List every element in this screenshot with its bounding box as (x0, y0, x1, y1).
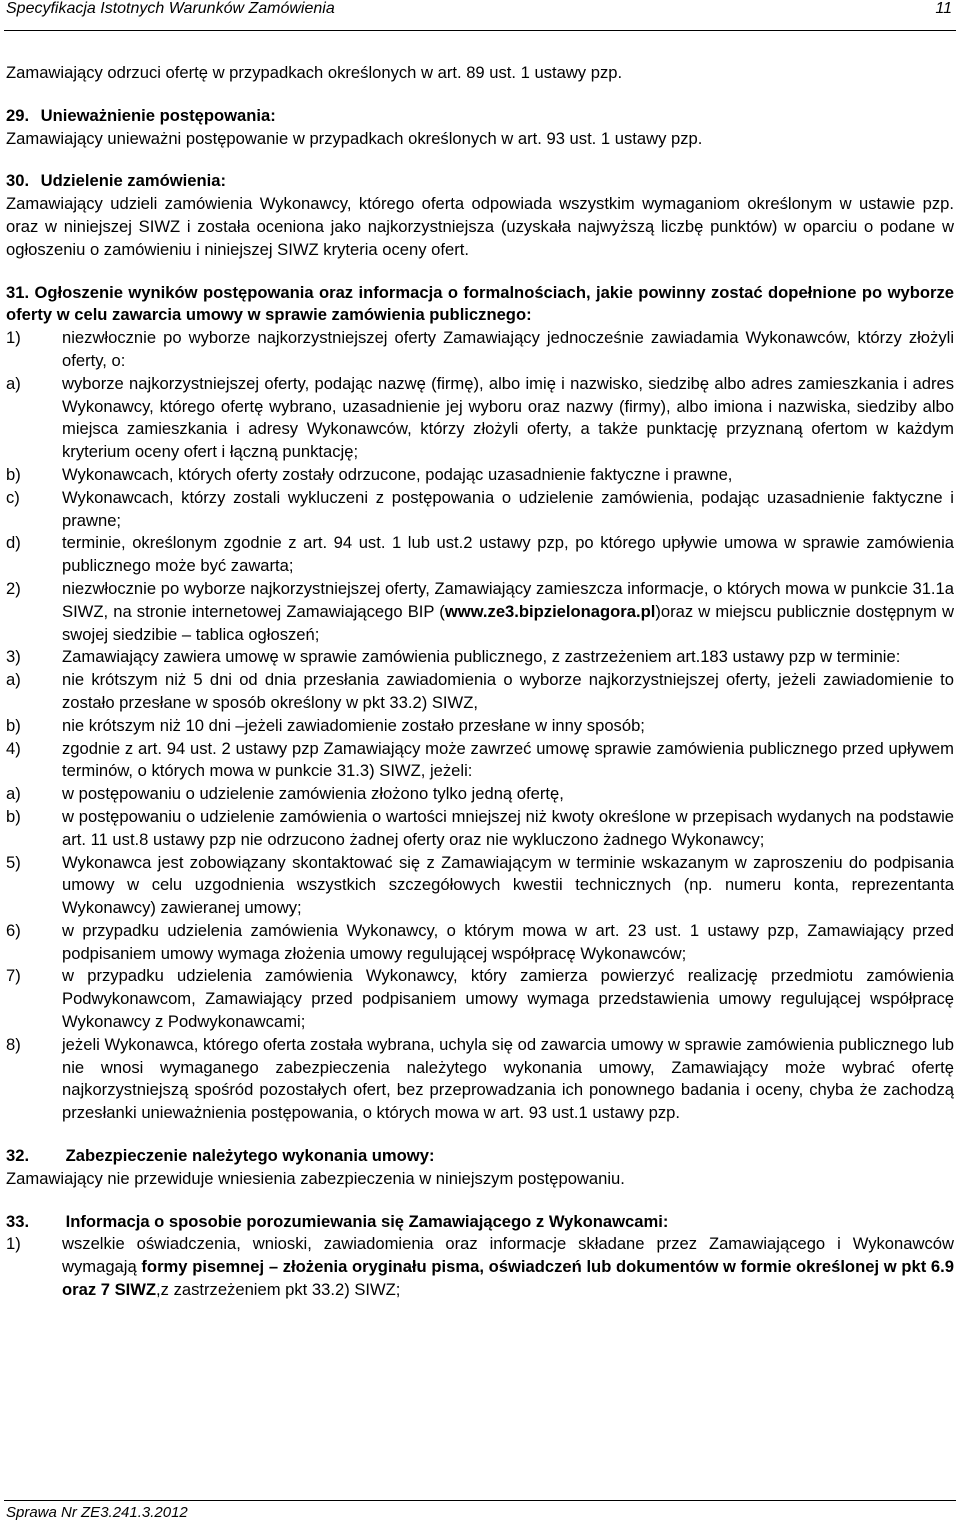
list-item: 1) wszelkie oświadczenia, wnioski, zawiadomienia oraz informacje składane przez Zamawiającego i Wykonawców wymagają formy pisemnej – złożenia oryginału pisma, oświadczeń lub dokumentów w formie określonej w pkt 6.9 oraz 7 SIWZ,z zastrzeżeniem pkt 33.2) SIWZ; (6, 1234, 954, 1300)
section-33-heading: 33. Informacja o sposobie porozumiewania się Zamawiającego z Wykonawcami: (6, 1211, 669, 1231)
bip-link[interactable]: www.ze3.bipzielonagora.pl (444, 601, 656, 621)
list-item: 1) niezwłocznie po wyborze najkorzystniejszej oferty Zamawiający jednocześnie zawiadamia Wykonawców, którzy złożyli oferty, o: (6, 328, 954, 370)
list-item: 3) Zamawiający zawiera umowę w sprawie zamówienia publicznego, z zastrzeżeniem art.183 ustawy pzp w terminie: (6, 647, 901, 667)
list-item: a) wyborze najkorzystniejszej oferty, podając nazwę (firmę), albo imię i nazwisko, siedzibę albo adres zamieszkania i adres Wykonawcy, którego ofertę wybrano, uzasadnienie jej wyboru oraz nazwy (firmy), albo imiona i nazwiska, siedziby albo miejsca zamieszkania i adresy Wykonawców, którzy złożyli oferty, a także punktację przyznaną ofertom w każdym kryterium oceny ofert i łączną punktację; (6, 373, 954, 462)
section-32-text: Zamawiający nie przewiduje wniesienia zabezpieczenia w niniejszym postępowaniu. (6, 1168, 625, 1188)
intro-paragraph: Zamawiający odrzuci ofertę w przypadkach określonych w art. 89 ust. 1 ustawy pzp. (6, 63, 623, 82)
page-footer (4, 1500, 956, 1521)
list-item: 6) w przypadku udzielenia zamówienia Wykonawcy, o którym mowa w art. 23 ust. 1 ustawy pzp, Zamawiający przed podpisaniem umowy wymaga złożenia umowy regulującej współpracę Wykonawców; (6, 920, 954, 963)
list-item: 7) w przypadku udzielenia zamówienia Wykonawcy, który zamierza powierzyć realizację przedmiotu zamówienia Podwykonawcom, Zamawiający przed podpisaniem umowy wymaga przedstawienia umowy regulującej współpracę Wykonawcy z Podwykonawcami; (6, 966, 954, 1032)
page-number: 11 (935, 0, 952, 17)
header-title: Specyfikacja Istotnych Warunków Zamówienia (6, 0, 335, 17)
list-item: a) nie krótszym niż 5 dni od dnia przesłania zawiadomienia o wyborze najkorzystniejszej oferty, jeżeli zawiadomienie to zostało przesłane w sposób określony w pkt 33.2) SIWZ, (6, 670, 954, 712)
section-29-text: Zamawiający unieważni postępowanie w przypadkach określonych w art. 93 ust. 1 ustawy pzp. (6, 128, 703, 148)
section-30-text: Zamawiający udzieli zamówienia Wykonawcy, którego oferta odpowiada wszystkim wymaganiom określonym w ustawie pzp. oraz w niniejszej SIWZ i została oceniona jako najkorzystniejsza (uzyskała najwyższą liczbę punktów) w oparciu o podane w ogłoszeniu o zamówieniu i niniejszej SIWZ kryteria oceny ofert. (6, 194, 954, 259)
section-31-heading: 31. Ogłoszenie wyników postępowania oraz informacja o formalnościach, jakie powinny zostać dopełnione po wyborze oferty w celu zawarcia umowy w sprawie zamówienia publicznego: (6, 282, 954, 325)
section-32-heading: 32. Zabezpieczenie należytego wykonania umowy: (6, 1146, 435, 1166)
section-29-heading: 29. Unieważnienie postępowania: (6, 105, 276, 125)
list-item: 2) niezwłocznie po wyborze najkorzystniejszej oferty, Zamawiający zamieszcza informacje, o których mowa w punkcie 31.1a SIWZ, na stronie internetowej Zamawiającego BIP (www.ze3.bipzielonagora.pl)oraz w miejscu publicznie dostępnym w swojej siedzibie – tablica ogłoszeń; (6, 578, 954, 644)
document-body (6, 62, 954, 1302)
list-item: b) w postępowaniu o udzielenie zamówienia o wartości mniejszej niż kwoty określone w przepisach wydanych na podstawie art. 11 ust.8 ustawy pzp nie odrzucono żadnej oferty oraz nie wykluczono żadnego Wykonawcy; (6, 806, 954, 849)
page-header (4, 0, 956, 31)
list-item: c) Wykonawcach, którzy zostali wykluczeni z postępowania o udzielenie zamówienia, podając uzasadnienie faktyczne i prawne; (6, 487, 954, 530)
list-item: 5) Wykonawca jest zobowiązany skontaktować się z Zamawiającym w terminie wskazanym w zaproszeniu do podpisania umowy w celu uzgodnienia wszystkich szczegółowych kwestii technicznych (np. numeru konta, reprezentanta Wykonawcy) zawieranej umowy; (6, 852, 954, 918)
list-item: b) Wykonawcach, których oferty zostały odrzucone, podając uzasadnienie faktyczne i prawne, (6, 464, 733, 484)
case-number: Sprawa Nr ZE3.241.3.2012 (6, 1504, 188, 1521)
list-item: 4) zgodnie z art. 94 ust. 2 ustawy pzp Zamawiający może zawrzeć umowę sprawie zamówienia publicznego przed upływem terminów, o których mowa w punkcie 31.3) SIWZ, jeżeli: (6, 738, 954, 781)
section-30-heading: 30. Udzielenie zamówienia: (6, 171, 226, 191)
list-item: a) w postępowaniu o udzielenie zamówienia złożono tylko jedną ofertę, (6, 784, 564, 804)
list-item: b) nie krótszym niż 10 dni –jeżeli zawiadomienie zostało przesłane w inny sposób; (6, 715, 645, 735)
list-item: 8) jeżeli Wykonawca, którego oferta została wybrana, uchyla się od zawarcia umowy w sprawie zamówienia publicznego lub nie wnosi wymaganego zabezpieczenia należytego wykonania umowy, Zamawiający może wybrać ofertę najkorzystniejszą spośród pozostałych ofert, bez przeprowadzania ich ponownego badania i oceny, chyba że zachodzą przesłanki unieważnienia postępowania, o których mowa w art. 93 ust.1 ustawy pzp. (6, 1034, 954, 1123)
list-item: d) terminie, określonym zgodnie z art. 94 ust. 1 lub ust.2 ustawy pzp, po którego upływie umowa w sprawie zamówienia publicznego może być zawarta; (6, 533, 954, 576)
